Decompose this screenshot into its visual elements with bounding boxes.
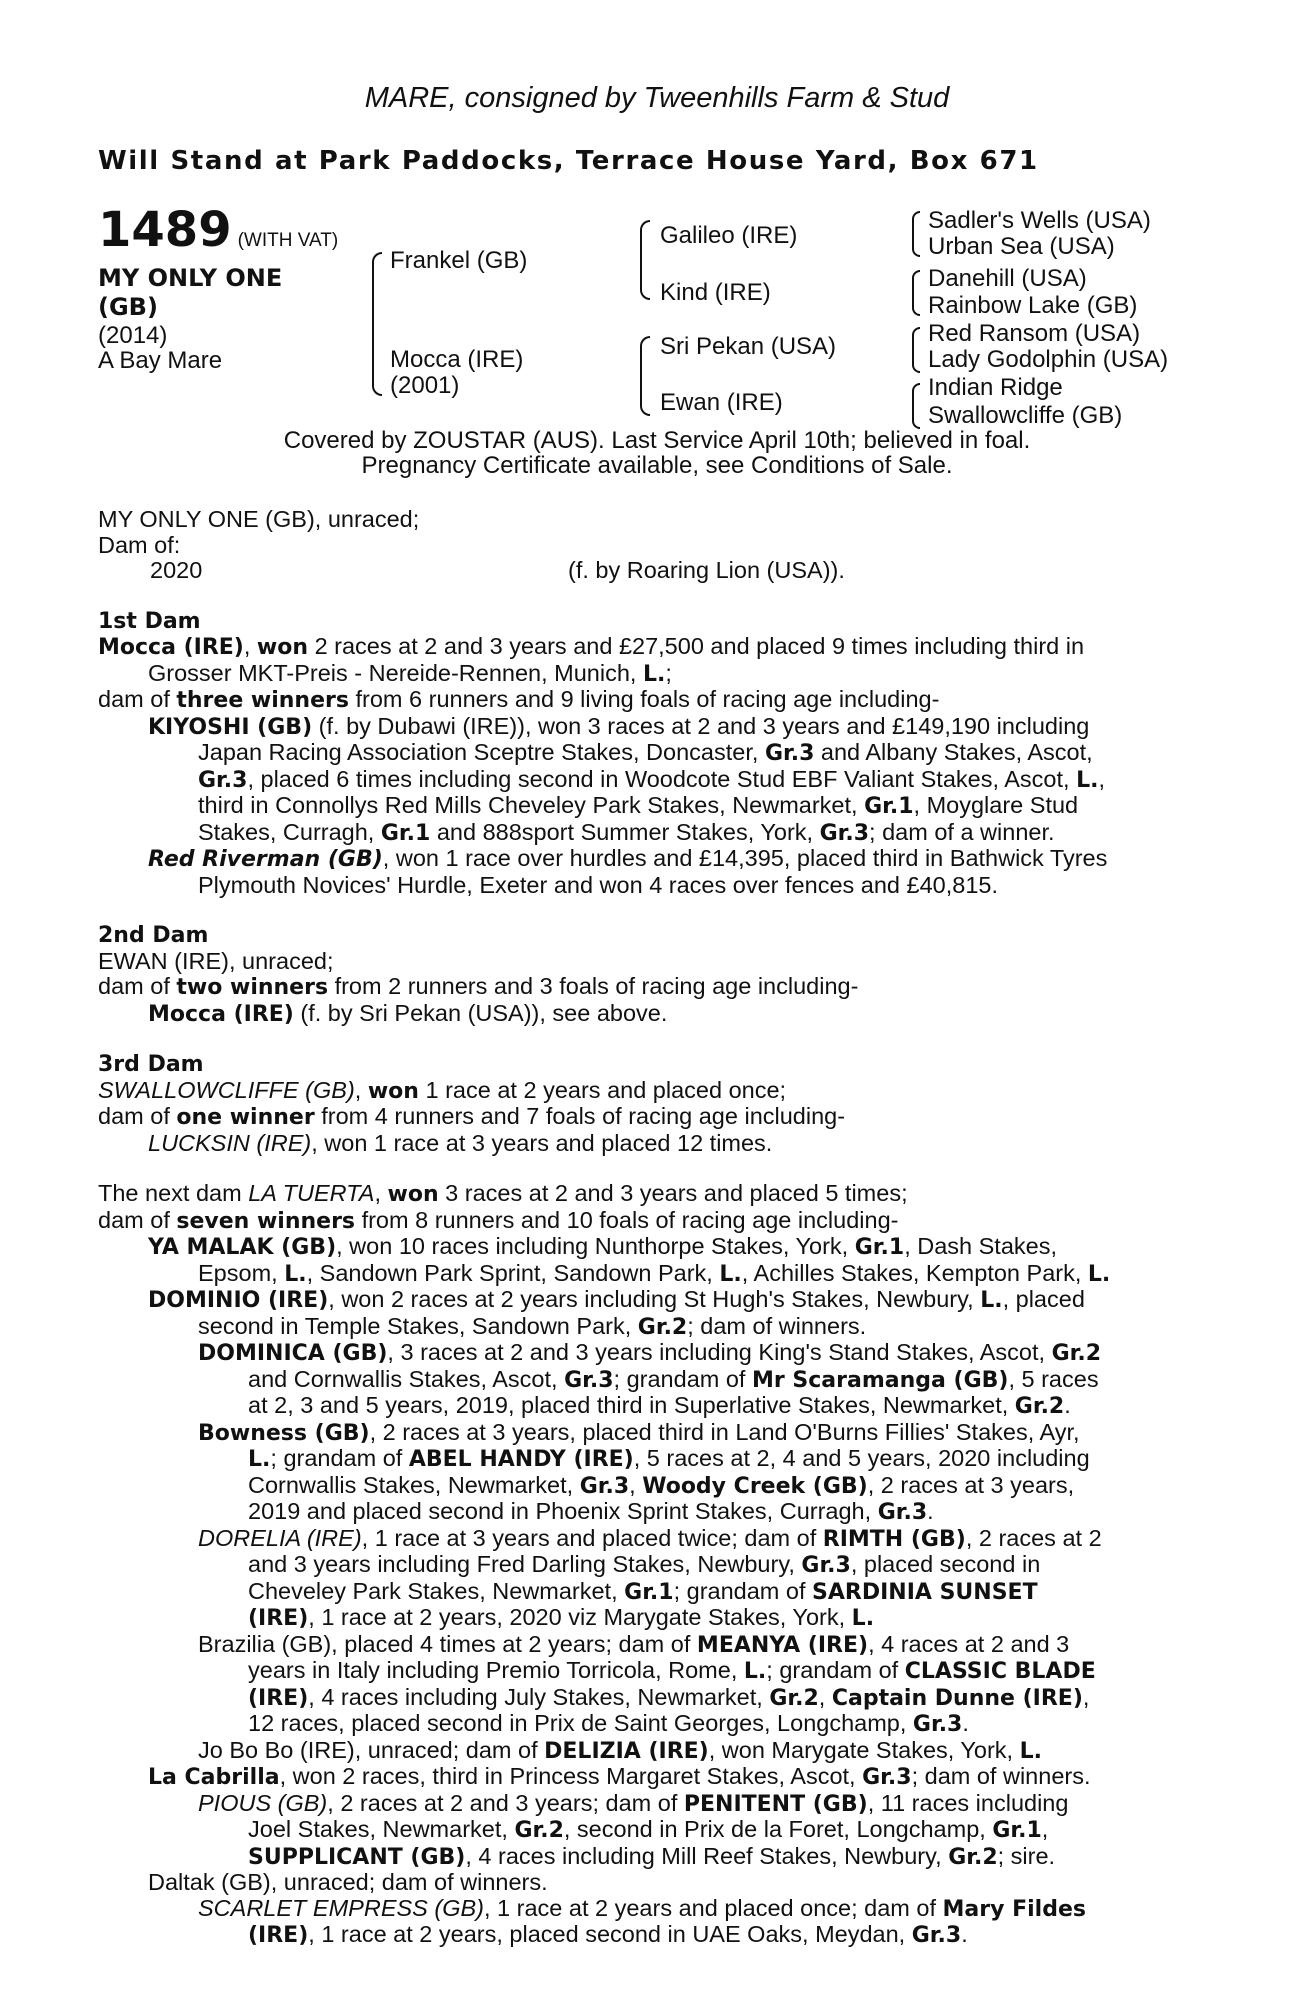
text-run: DELIZIA (IRE)	[544, 1738, 709, 1764]
text-run: 2 races at 2 and 3 years and £27,500 and placed 9 times including third in	[314, 633, 1085, 659]
produce-entry	[98, 1287, 1218, 1314]
brace-sire-dam	[372, 252, 382, 396]
produce-year: 2020	[150, 557, 203, 583]
pedigree-sire-dam: Kind (IRE)	[660, 279, 771, 306]
text-run: PIOUS (GB)	[198, 1789, 328, 1816]
horse-name	[98, 264, 328, 322]
brace-ds	[912, 327, 920, 373]
text-run: , 1 race at 3 years and placed twice; dam of	[361, 1524, 817, 1551]
second-dam-heading: 2nd Dam	[98, 923, 209, 948]
text-run: L.	[248, 1447, 271, 1472]
brace-sd	[912, 270, 920, 316]
third-dam-line	[98, 1104, 1218, 1131]
text-run: L.	[1087, 1261, 1111, 1287]
text-run: (IRE)	[248, 1685, 309, 1711]
text-run: .	[962, 1710, 969, 1736]
text-run: Gr.3	[912, 1712, 963, 1737]
text-run: and 888sport Summer Stakes, York,	[436, 818, 814, 845]
text-run: Mary Fildes	[942, 1896, 1086, 1922]
text-run: La Cabrilla	[148, 1765, 280, 1790]
produce-entry	[98, 1896, 1218, 1923]
text-run: 1 race at 2 years and placed once;	[425, 1076, 787, 1103]
stand-location: Will Stand at Park Paddocks, Terrace House Yard, Box 671	[98, 146, 1039, 176]
produce-entry	[98, 1393, 1218, 1420]
pregnancy-note: Pregnancy Certificate available, see Conditions of Sale.	[361, 452, 953, 479]
text-run: Gr.2	[769, 1685, 819, 1711]
text-run: , Sandown Park Sprint, Sandown Park,	[306, 1259, 713, 1286]
text-run: Gr.1	[380, 820, 431, 846]
text-run: LUCKSIN (IRE)	[148, 1129, 312, 1156]
text-run: ,	[1041, 1816, 1049, 1842]
text-run: , won 1 race over hurdles and £14,395, placed third in Bathwick Tyres	[382, 845, 1108, 871]
text-run: , placed	[1002, 1286, 1085, 1312]
text-run: 2019 and placed second in Phoenix Sprint Stakes, Curragh,	[248, 1498, 872, 1524]
produce-entry	[98, 1234, 1218, 1261]
produce-entry	[98, 1420, 1218, 1447]
produce-entry	[98, 1738, 1218, 1765]
text-run: , Dash Stakes,	[904, 1233, 1058, 1259]
first-dam-line	[98, 687, 1218, 714]
text-run: 3 races at 2 and 3 years and placed 5 times;	[445, 1180, 908, 1206]
brace-dam-parents	[640, 336, 650, 416]
text-run: Jo Bo Bo (IRE), unraced; dam of	[198, 1736, 538, 1763]
text-run: Gr.1	[624, 1579, 674, 1605]
text-run: Joel Stakes, Newmarket,	[248, 1816, 508, 1842]
text-run: ; grandam of	[766, 1657, 899, 1683]
produce-entry	[98, 740, 1218, 767]
pedigree-dss: Red Ransom (USA)	[928, 320, 1141, 347]
pedigree-sire-sire: Galileo (IRE)	[660, 222, 798, 249]
foaling-year: (2014)	[98, 322, 168, 349]
text-run: YA MALAK (GB)	[148, 1235, 337, 1260]
text-run: won	[256, 635, 309, 660]
text-run: DOMINIO (IRE)	[148, 1288, 329, 1313]
text-run: from 4 runners and 7 foals of racing age including-	[321, 1103, 846, 1129]
text-run: , 1 race at 2 years, 2020 viz Marygate Stakes, York,	[308, 1604, 846, 1630]
text-run: Gr.1	[864, 794, 914, 819]
text-run: Mocca (IRE)	[98, 635, 244, 660]
text-run: L.	[851, 1606, 875, 1631]
text-run: Cheveley Park Stakes, Newmarket,	[248, 1577, 618, 1604]
text-run: ,	[1098, 765, 1105, 792]
produce-entry	[98, 1526, 1218, 1553]
produce-entry	[98, 1764, 1218, 1791]
text-run: dam of	[98, 973, 170, 999]
text-run: L.	[743, 1659, 767, 1684]
page-title: MARE, consigned by Tweenhills Farm & Stud	[364, 82, 950, 114]
text-run: Gr.2	[1014, 1394, 1065, 1419]
brace-dd	[912, 383, 920, 429]
text-run: , placed second in	[850, 1551, 1041, 1577]
horse-name-line2: (GB)	[98, 293, 158, 321]
pedigree-ddd: Swallowcliffe (GB)	[928, 402, 1123, 429]
pedigree-dam-sire: Sri Pekan (USA)	[660, 333, 837, 360]
produce-entry	[98, 1605, 1218, 1632]
text-run: The next dam	[98, 1180, 242, 1206]
first-dam-heading: 1st Dam	[98, 608, 201, 634]
produce-entry	[98, 873, 1218, 899]
text-run: Plymouth Novices' Hurdle, Exeter and won 4 races over fences and £40,815.	[198, 871, 999, 898]
text-run: Gr.2	[514, 1818, 564, 1843]
text-run: third in Connollys Red Mills Cheveley Park Stakes, Newmarket,	[198, 792, 858, 818]
vat-note: (WITH VAT)	[237, 230, 339, 251]
text-run: Gr.3	[579, 1473, 630, 1499]
produce-entry	[98, 1922, 1218, 1949]
second-dam-line: EWAN (IRE), unraced;	[98, 947, 334, 974]
text-run: , 2 races at 2	[965, 1524, 1102, 1551]
text-run: (IRE)	[248, 1606, 309, 1631]
text-run: L.	[1076, 767, 1099, 793]
text-run: , 5 races at 2, 4 and 5 years, 2020 including	[633, 1445, 1090, 1471]
text-run: Gr.3	[877, 1500, 928, 1525]
text-run: ,	[818, 1683, 826, 1710]
catalogue-body	[98, 507, 1218, 1949]
text-run: ,	[629, 1471, 636, 1498]
text-run: dam of	[98, 1206, 170, 1233]
text-run: , won 1 race at 3 years and placed 12 times.	[311, 1129, 773, 1156]
produce-entry	[98, 846, 1218, 873]
text-run: RIMTH (GB)	[822, 1526, 966, 1552]
text-run: , won Marygate Stakes, York,	[708, 1736, 1014, 1763]
text-run: won	[367, 1078, 419, 1104]
text-run: KIYOSHI (GB)	[148, 714, 313, 740]
text-run: and Cornwallis Stakes, Ascot,	[248, 1365, 558, 1392]
text-run: ; dam of winners.	[911, 1763, 1091, 1789]
text-run: ,	[374, 1180, 381, 1206]
produce-entry	[98, 1552, 1218, 1579]
text-run: years in Italy including Premio Torricola, Rome,	[248, 1657, 738, 1683]
pedigree-ssd: Urban Sea (USA)	[928, 233, 1115, 260]
brace-sire-parents	[640, 220, 650, 300]
pedigree-dam-year: (2001)	[390, 372, 460, 399]
produce-entry	[98, 1499, 1218, 1526]
produce-entry	[98, 1314, 1218, 1341]
produce-entry	[98, 1261, 1218, 1288]
text-run: SARDINIA SUNSET	[812, 1579, 1038, 1605]
produce-foal: (f. by Roaring Lion (USA)).	[568, 557, 845, 583]
intro-line: MY ONLY ONE (GB), unraced;	[98, 506, 420, 532]
text-run: .	[1064, 1392, 1071, 1418]
pedigree-sss: Sadler's Wells (USA)	[928, 207, 1151, 234]
text-run: Bowness (GB)	[198, 1420, 370, 1446]
text-run: two winners	[176, 975, 329, 1000]
text-run: , 11 races including	[867, 1789, 1069, 1816]
text-run: Gr.3	[801, 1553, 851, 1578]
text-run: Woody Creek (GB)	[642, 1473, 868, 1499]
second-dam-line	[98, 974, 1218, 1001]
text-run: Gr.2	[948, 1844, 998, 1870]
text-run: at 2, 3 and 5 years, 2019, placed third in Superlative Stakes, Newmarket,	[248, 1392, 1009, 1418]
text-run: Stakes, Curragh,	[198, 818, 375, 845]
text-run: ; grandam of	[613, 1365, 746, 1392]
pedigree-dam: Mocca (IRE)	[390, 346, 524, 373]
text-run: Gr.3	[862, 1765, 912, 1790]
text-run: Mr Scaramanga (GB)	[752, 1367, 1009, 1393]
text-run: SWALLOWCLIFFE (GB)	[98, 1076, 355, 1103]
produce-entry	[98, 1367, 1218, 1394]
produce-entry	[98, 714, 1218, 741]
text-run: , 4 races including July Stakes, Newmarket,	[308, 1683, 763, 1710]
text-run: Japan Racing Association Sceptre Stakes, Doncaster,	[198, 739, 759, 765]
text-run: (f. by Sri Pekan (USA)), see above.	[300, 999, 668, 1026]
text-run: , 4 races including Mill Reef Stakes, Newbury,	[465, 1842, 942, 1869]
first-dam-line	[98, 634, 1218, 661]
text-run: Epsom,	[198, 1259, 278, 1286]
text-run: Grosser MKT-Preis - Nereide-Rennen, Munich,	[148, 659, 637, 686]
text-run: , won 2 races, third in Princess Margaret Stakes, Ascot,	[279, 1763, 856, 1789]
text-run: L.	[284, 1261, 307, 1287]
text-run: , Moyglare Stud	[913, 792, 1079, 818]
text-run: ABEL HANDY (IRE)	[408, 1447, 634, 1472]
text-run: Gr.2	[637, 1314, 688, 1340]
produce-entry	[98, 1685, 1218, 1712]
text-run: Gr.1	[992, 1818, 1042, 1843]
produce-entry	[98, 793, 1218, 820]
text-run: PENITENT (GB)	[683, 1791, 868, 1817]
produce-entry	[98, 1791, 1218, 1818]
produce-entry	[98, 1632, 1218, 1659]
text-run: LA TUERTA	[248, 1180, 375, 1206]
third-dam-line	[98, 1078, 1218, 1105]
pedigree-sdd: Rainbow Lake (GB)	[928, 292, 1138, 319]
pedigree-dam-dam: Ewan (IRE)	[660, 389, 783, 416]
text-run: SCARLET EMPRESS (GB)	[198, 1894, 484, 1921]
text-run: Red Riverman (GB)	[148, 847, 383, 872]
text-run: ,	[354, 1076, 362, 1103]
text-run: L.	[1019, 1738, 1043, 1764]
produce-entry	[98, 1711, 1218, 1738]
text-run: Gr.3	[911, 1923, 962, 1948]
pedigree-dsd: Lady Godolphin (USA)	[928, 346, 1169, 373]
pedigree-sire: Frankel (GB)	[390, 247, 528, 274]
produce-entry: Daltak (GB), unraced; dam of winners.	[148, 1869, 548, 1895]
text-run: , won 10 races including Nunthorpe Stakes, York,	[336, 1233, 849, 1259]
produce-entry	[98, 1446, 1218, 1473]
text-run: won	[387, 1182, 439, 1207]
text-run: 12 races, placed second in Prix de Saint Georges, Longchamp,	[248, 1710, 907, 1736]
text-run: (f. by Dubawi (IRE)), won 3 races at 2 and 3 years and £149,190 including	[318, 712, 1090, 739]
text-run: from 8 runners and 10 foals of racing age including-	[361, 1206, 899, 1233]
text-run: .	[927, 1498, 934, 1524]
text-run: ; grandam of	[270, 1445, 403, 1471]
first-dam-line	[98, 661, 1218, 688]
produce-entry	[98, 1579, 1218, 1606]
next-dam-line	[98, 1208, 1218, 1235]
text-run: , Achilles Stakes, Kempton Park,	[741, 1259, 1082, 1286]
text-run: Mocca (IRE)	[148, 1001, 294, 1027]
text-run: ,	[243, 633, 251, 659]
text-run: , 5 races	[1008, 1365, 1099, 1392]
text-run: Brazilia (GB), placed 4 times at 2 years; dam of	[198, 1630, 691, 1657]
text-run: ,	[1082, 1683, 1090, 1710]
pedigree-sds: Danehill (USA)	[928, 265, 1087, 292]
text-run: Gr.3	[198, 767, 248, 793]
produce-entry	[98, 767, 1218, 794]
text-run: and 3 years including Fred Darling Stakes, Newbury,	[248, 1551, 795, 1577]
pedigree-dds: Indian Ridge	[928, 374, 1063, 401]
third-dam-heading: 3rd Dam	[98, 1052, 204, 1077]
text-run: from 6 runners and 9 living foals of racing age including-	[355, 686, 940, 712]
text-run: and Albany Stakes, Ascot,	[820, 739, 1093, 765]
produce-entry	[98, 1817, 1218, 1844]
text-run: Gr.1	[854, 1235, 905, 1260]
text-run: , 1 race at 2 years and placed once; dam of	[483, 1894, 936, 1921]
text-run: ;	[665, 659, 672, 686]
text-run: , second in Prix de la Foret, Longchamp,	[563, 1816, 986, 1842]
covered-note: Covered by ZOUSTAR (AUS). Last Service April 10th; believed in foal.	[283, 427, 1031, 454]
produce-row	[98, 558, 1218, 584]
text-run: (IRE)	[248, 1923, 309, 1948]
next-dam-line	[98, 1181, 1218, 1208]
text-run: , won 2 races at 2 years including St Hugh's Stakes, Newbury,	[328, 1286, 974, 1312]
lot-number-block	[98, 202, 338, 258]
text-run: DORELIA (IRE)	[198, 1524, 362, 1551]
horse-name-line1: MY ONLY ONE	[98, 264, 283, 292]
text-run: CLASSIC BLADE	[904, 1659, 1096, 1684]
horse-description: A Bay Mare	[98, 347, 223, 374]
text-run: L.	[642, 661, 666, 687]
third-dam-line	[98, 1131, 1218, 1157]
text-run: second in Temple Stakes, Sandown Park,	[198, 1312, 632, 1339]
text-run: dam of	[98, 686, 170, 712]
text-run: , 2 races at 3 years, placed third in Land O'Burns Fillies' Stakes, Ayr,	[369, 1418, 1080, 1445]
text-run: from 2 runners and 3 foals of racing age including-	[334, 973, 859, 999]
text-run: Captain Dunne (IRE)	[831, 1685, 1083, 1711]
text-run: , 2 races at 2 and 3 years; dam of	[327, 1789, 678, 1816]
text-run: ; dam of a winner.	[869, 818, 1055, 845]
text-run: seven winners	[176, 1208, 356, 1234]
text-run: L.	[719, 1261, 742, 1287]
text-run: Gr.2	[1051, 1341, 1102, 1366]
text-run: , 1 race at 2 years, placed second in UAE Oaks, Meydan,	[308, 1921, 906, 1947]
text-run: DOMINICA (GB)	[198, 1341, 388, 1366]
dam-of-label: Dam of:	[98, 531, 181, 558]
text-run: three winners	[176, 688, 349, 713]
text-run: SUPPLICANT (GB)	[248, 1844, 466, 1870]
text-run: L.	[980, 1288, 1003, 1313]
text-run: .	[961, 1921, 968, 1947]
text-run: Cornwallis Stakes, Newmarket,	[248, 1471, 574, 1498]
brace-ss	[912, 211, 920, 257]
produce-entry	[98, 1340, 1218, 1367]
text-run: , placed 6 times including second in Woodcote Stud EBF Valiant Stakes, Ascot,	[247, 765, 1070, 792]
produce-entry	[98, 1844, 1218, 1871]
text-run: dam of	[98, 1103, 170, 1129]
lot-number: 1489	[98, 202, 232, 258]
text-run: , 2 races at 3 years,	[867, 1471, 1075, 1498]
produce-entry	[98, 1473, 1218, 1500]
text-run: ; grandam of	[673, 1577, 806, 1604]
text-run: , 3 races at 2 and 3 years including King's Stand Stakes, Ascot,	[387, 1339, 1046, 1365]
text-run: Gr.3	[819, 820, 870, 846]
text-run: Gr.3	[564, 1367, 614, 1393]
text-run: , 4 races at 2 and 3	[868, 1630, 1070, 1657]
produce-entry	[98, 820, 1218, 847]
text-run: ; sire.	[997, 1842, 1056, 1869]
text-run: Gr.3	[764, 741, 815, 766]
second-dam-line	[98, 1001, 1218, 1028]
produce-entry	[98, 1658, 1218, 1685]
text-run: one winner	[176, 1105, 315, 1130]
text-run: ; dam of winners.	[687, 1312, 867, 1339]
text-run: MEANYA (IRE)	[696, 1632, 869, 1658]
